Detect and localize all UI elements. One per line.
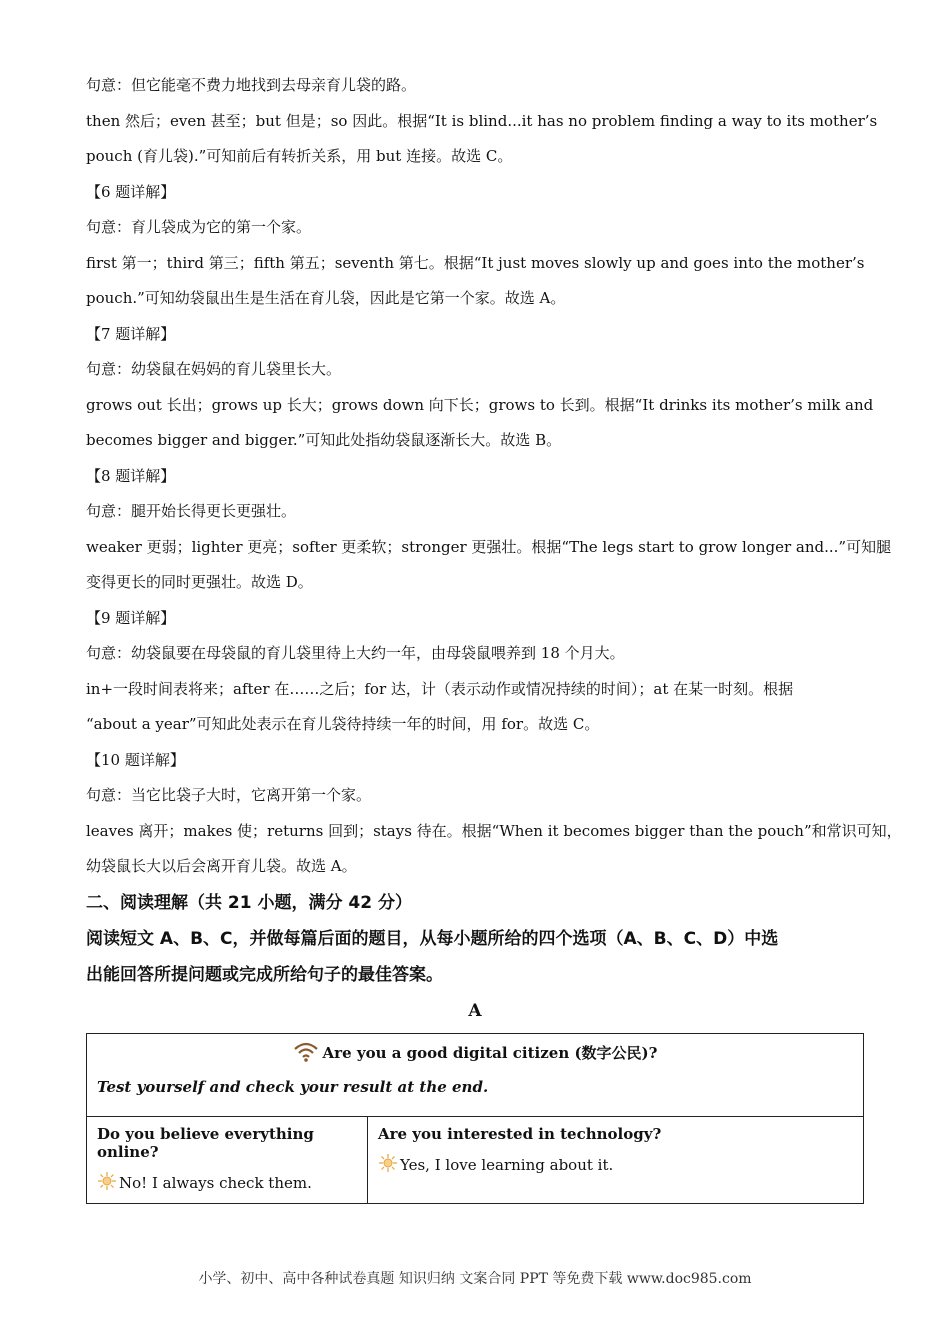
section-instruction-line-2: 出能回答所提问题或完成所给句子的最佳答案。	[86, 964, 443, 985]
text-line: 句意：幼袋鼠要在母袋鼠的育儿袋里待上大约一年，由母袋鼠喂养到 18 个月大。	[86, 644, 625, 662]
text-line: in+一段时间表将来；after 在……之后；for 达，计（表示动作或情况持续的时间）；at 在某一时刻。根据	[86, 679, 794, 698]
text-line: leaves 离开；makes 使；returns 回到；stays 待在。根据“When it becomes bigger than the pouch”和常识可知，	[86, 821, 902, 840]
text-line: weaker 更弱；lighter 更亮；softer 更柔软；stronger 更强壮。根据“The legs start to grow longer and...”可知腿	[86, 537, 892, 556]
text-line: 【6 题详解】	[86, 182, 176, 201]
quiz-table	[86, 1033, 864, 1204]
quiz-header-cell	[87, 1033, 864, 1116]
quiz-subtitle: Test yourself and check your result at the end.	[97, 1077, 489, 1096]
document-body	[86, 68, 902, 1204]
text-line: 【8 题详解】	[86, 466, 176, 485]
text-line: 变得更长的同时更强壮。故选 D。	[86, 573, 313, 591]
question-text: Do you believe everything online?	[97, 1124, 314, 1161]
text-line: pouch (育儿袋).”可知前后有转折关系，用 but 连接。故选 C。	[86, 147, 513, 165]
text-line: 幼袋鼠长大以后会离开育儿袋。故选 A。	[86, 857, 357, 875]
page-footer: 小学、初中、高中各种试卷真题 知识归纳 文案合同 PPT 等免费下载 www.doc985.com	[198, 1271, 752, 1287]
sun-icon	[97, 1171, 117, 1195]
text-line: 句意：腿开始长得更长更强壮。	[86, 502, 297, 520]
text-line: pouch.”可知幼袋鼠出生是生活在育儿袋，因此是它第一个家。故选 A。	[86, 289, 566, 307]
section-instruction-line-1: 阅读短文 A、B、C，并做每篇后面的题目，从每小题所给的四个选项（A、B、C、D）中选	[86, 928, 779, 949]
text-line: becomes bigger and bigger.”可知此处指幼袋鼠逐渐长大。故选 B。	[86, 431, 562, 449]
passage-label: A	[468, 1000, 482, 1021]
text-line: 句意：但它能毫不费力地找到去母亲育儿袋的路。	[86, 76, 417, 94]
answer-text: Yes, I love learning about it.	[400, 1155, 614, 1174]
wifi-icon	[293, 1042, 319, 1066]
text-line: 句意：育儿袋成为它的第一个家。	[86, 218, 312, 236]
answer-row	[97, 1171, 357, 1195]
sun-icon	[378, 1153, 398, 1177]
text-line: grows out 长出；grows up 长大；grows down 向下长；grows to 长到。根据“It drinks its mother’s milk and	[86, 395, 874, 414]
quiz-title-text: Are you a good digital citizen (数字公民)?	[322, 1043, 658, 1062]
text-line: 【10 题详解】	[86, 750, 185, 769]
answer-row	[378, 1153, 853, 1177]
text-line: 句意：幼袋鼠在妈妈的育儿袋里长大。	[86, 360, 342, 378]
text-line: then 然后；even 甚至；but 但是；so 因此。根据“It is blind...it has no problem finding a way to its mother’s	[86, 111, 878, 130]
text-line: 【9 题详解】	[86, 608, 176, 627]
text-line: “about a year”可知此处表示在育儿袋待持续一年的时间，用 for。故选 C。	[86, 715, 600, 733]
section-title: 二、阅读理解（共 21 小题，满分 42 分）	[86, 892, 412, 913]
text-line: 句意：当它比袋子大时，它离开第一个家。	[86, 786, 372, 804]
answer-text: No! I always check them.	[119, 1173, 312, 1192]
question-text: Are you interested in technology?	[378, 1124, 662, 1143]
text-line: first 第一；third 第三；fifth 第五；seventh 第七。根据“It just moves slowly up and goes into the mother’s	[86, 253, 865, 272]
question-cell-2	[368, 1116, 864, 1203]
text-line: 【7 题详解】	[86, 324, 176, 343]
answer-explanations	[86, 68, 902, 885]
question-cell-1	[87, 1116, 368, 1203]
quiz-title	[97, 1042, 853, 1066]
